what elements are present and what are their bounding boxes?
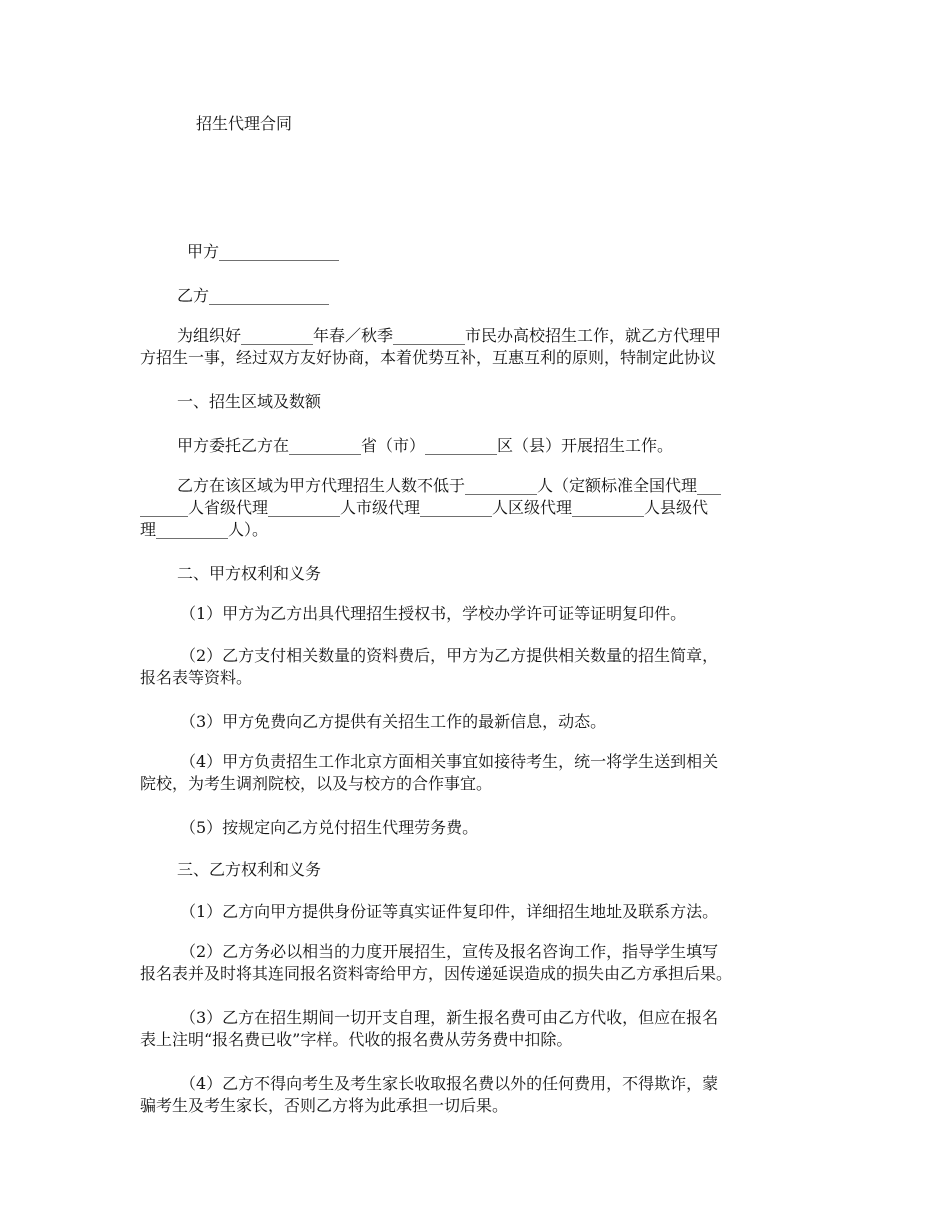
section2-item-2 bbox=[140, 645, 812, 689]
item-line: （2）乙方支付相关数量的资料费后，甲方为乙方提供相关数量的招生简章， bbox=[180, 646, 719, 665]
intro-paragraph bbox=[140, 325, 812, 369]
section1-heading: 一、招生区域及数额 bbox=[177, 392, 322, 411]
section3-item-4 bbox=[140, 1073, 812, 1117]
section2-item-4 bbox=[140, 751, 812, 795]
item-line: 表上注明“报名费已收”字样。代收的报名费从劳务费中扣除。 bbox=[140, 1030, 573, 1049]
section2-item-3: （3）甲方免费向乙方提供有关招生工作的最新信息，动态。 bbox=[180, 712, 607, 731]
party-a-line: 甲方_______________ bbox=[187, 242, 340, 261]
intro-line: 方招生一事，经过双方友好协商，本着优势互补，互惠互利的原则，特制定此协议 bbox=[140, 348, 717, 367]
section3-item-2 bbox=[140, 941, 812, 985]
item-line: （4）乙方不得向考生及考生家长收取报名费以外的任何费用，不得欺诈，蒙 bbox=[180, 1074, 719, 1093]
section1-region: 甲方委托乙方在_________省（市）_________区（县）开展招生工作。 bbox=[177, 436, 674, 455]
section3-item-3 bbox=[140, 1007, 812, 1051]
section2-item-1: （1）甲方为乙方出具代理招生授权书，学校办学许可证等证明复印件。 bbox=[180, 604, 687, 623]
section1-quota-paragraph bbox=[140, 475, 812, 541]
item-line: 报名表等资料。 bbox=[140, 668, 253, 687]
item-line: 报名表并及时将其连同报名资料寄给甲方，因传递延误造成的损失由乙方承担后果。 bbox=[140, 964, 733, 983]
item-line: （4）甲方负责招生工作北京方面相关事宜如接待考生，统一将学生送到相关 bbox=[180, 752, 719, 771]
quota-line: 乙方在该区域为甲方代理招生人数不低于_________人（定额标准全国代理___ bbox=[177, 476, 722, 495]
item-line: （3）乙方在招生期间一切开支自理，新生报名费可由乙方代收，但应在报名 bbox=[180, 1008, 719, 1027]
party-b-line: 乙方_______________ bbox=[177, 286, 330, 305]
section2-item-5: （5）按规定向乙方兑付招生代理劳务费。 bbox=[180, 818, 479, 837]
item-line: 骗考生及考生家长，否则乙方将为此承担一切后果。 bbox=[140, 1096, 509, 1115]
quota-line: ______人省级代理_________人市级代理_________人区级代理_________人县级代 bbox=[140, 498, 709, 517]
section3-heading: 三、乙方权利和义务 bbox=[177, 860, 322, 879]
document-title: 招生代理合同 bbox=[196, 114, 293, 133]
quota-line: 理_________人）。 bbox=[140, 520, 269, 539]
intro-line: 为组织好_________年春／秋季_________市民办高校招生工作，就乙方代理甲 bbox=[177, 326, 722, 345]
section3-item-1: （1）乙方向甲方提供身份证等真实证件复印件，详细招生地址及联系方法。 bbox=[180, 902, 719, 921]
section2-heading: 二、甲方权利和义务 bbox=[177, 564, 322, 583]
item-line: 院校，为考生调剂院校，以及与校方的合作事宜。 bbox=[140, 774, 493, 793]
item-line: （2）乙方务必以相当的力度开展招生，宣传及报名咨询工作，指导学生填写 bbox=[180, 942, 719, 961]
